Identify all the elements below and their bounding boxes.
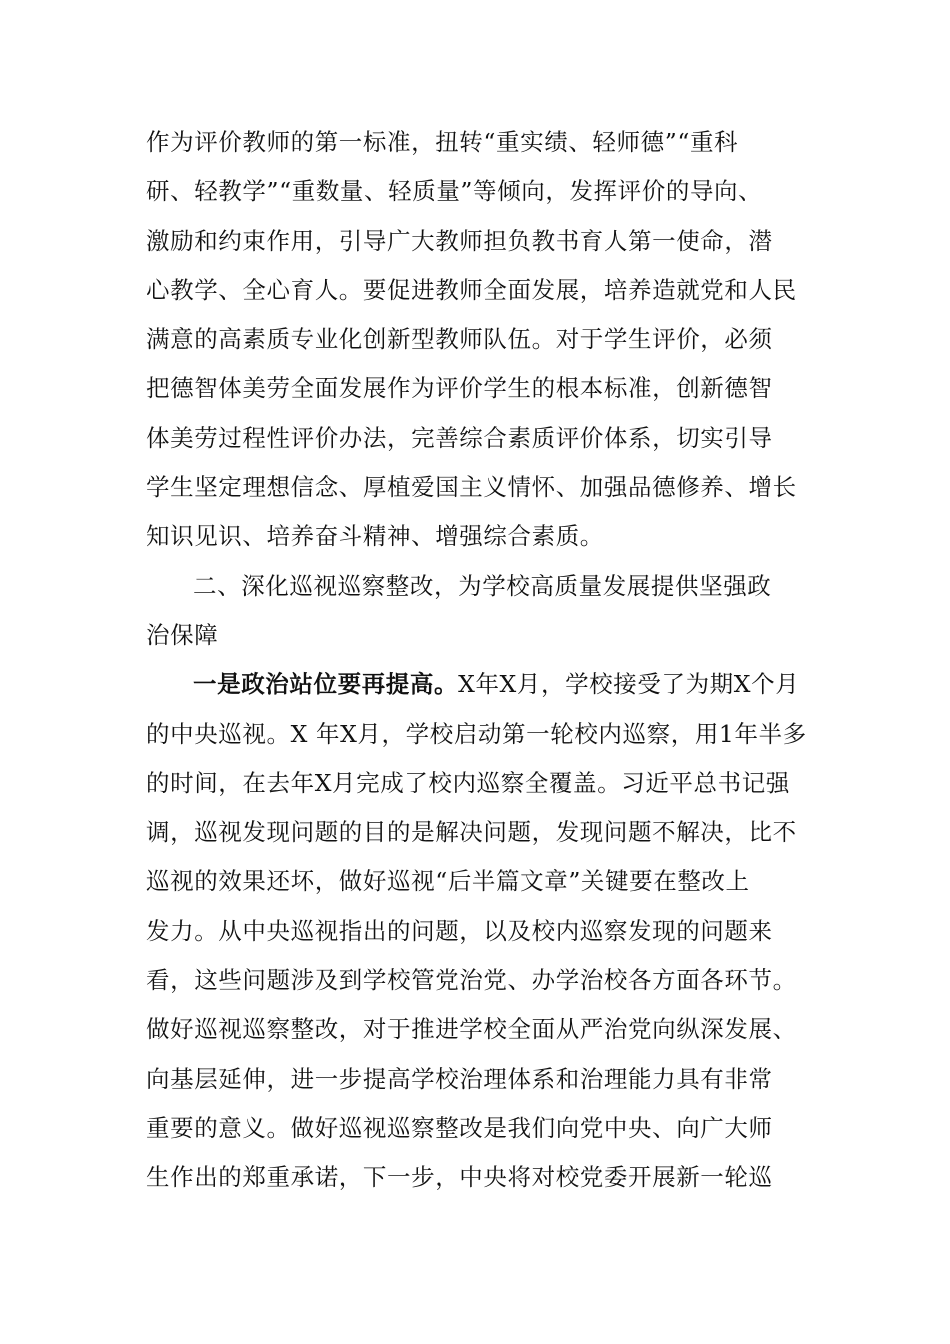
- paragraph-line: 生作出的郑重承诺，下一步，中央将对校党委开展新一轮巡: [146, 1163, 773, 1192]
- paragraph-line: 发力。从中央巡视指出的问题，以及校内巡察发现的问题来: [146, 916, 773, 945]
- paragraph-line: 满意的高素质专业化创新型教师队伍。对于学生评价，必须: [146, 325, 773, 354]
- paragraph-line: 体美劳过程性评价办法，完善综合素质评价体系，切实引导: [146, 423, 773, 452]
- body-text: [146, 118, 822, 1203]
- paragraph-line: 激励和约束作用，引导广大教师担负教书育人第一使命，潜: [146, 226, 773, 255]
- paragraph-line: 看，这些问题涉及到学校管党治党、办学治校各方面各环节。: [146, 966, 797, 995]
- paragraph-line: 把德智体美劳全面发展作为评价学生的根本标准，创新德智: [146, 374, 773, 403]
- paragraph-line: 调，巡视发现问题的目的是解决问题，发现问题不解决，比不: [146, 818, 797, 847]
- paragraph-first-line: [146, 660, 822, 709]
- paragraph-lead: 一是政治站位要再提高。: [193, 670, 459, 699]
- paragraph-line: 向基层延伸，进一步提高学校治理体系和治理能力具有非常: [146, 1064, 773, 1093]
- section-heading-continued: 治保障: [146, 620, 219, 649]
- paragraph-line: 重要的意义。做好巡视巡察整改是我们向党中央、向广大师: [146, 1113, 773, 1142]
- paragraph-line: 作为评价教师的第一标准，扭转“重实绩、轻师德”“重科: [146, 128, 739, 156]
- section-heading: 二、深化巡视巡察整改，为学校高质量发展提供坚强政: [193, 571, 772, 600]
- paragraph-line: 的时间，在去年X月完成了校内巡察全覆盖。习近平总书记强: [146, 768, 790, 797]
- paragraph-line: 学生坚定理想信念、厚植爱国主义情怀、加强品德修养、增长: [146, 473, 797, 502]
- paragraph-line: 做好巡视巡察整改，对于推进学校全面从严治党向纵深发展、: [146, 1015, 797, 1044]
- paragraph-line: 知识见识、培养奋斗精神、增强综合素质。: [146, 522, 604, 551]
- paragraph-line: 心教学、全心育人。要促进教师全面发展，培养造就党和人民: [146, 275, 797, 304]
- paragraph-first-line-rest: X年X月，学校接受了为期X个月: [458, 670, 800, 699]
- paragraph-line: 的中央巡视。X 年X月，学校启动第一轮校内巡察，用1年半多: [146, 719, 807, 748]
- paragraph-line: 巡视的效果还坏，做好巡视“后半篇文章”关键要在整改上: [146, 867, 750, 896]
- paragraph-line: 研、轻教学”“重数量、轻质量”等倾向，发挥评价的导向、: [146, 177, 763, 206]
